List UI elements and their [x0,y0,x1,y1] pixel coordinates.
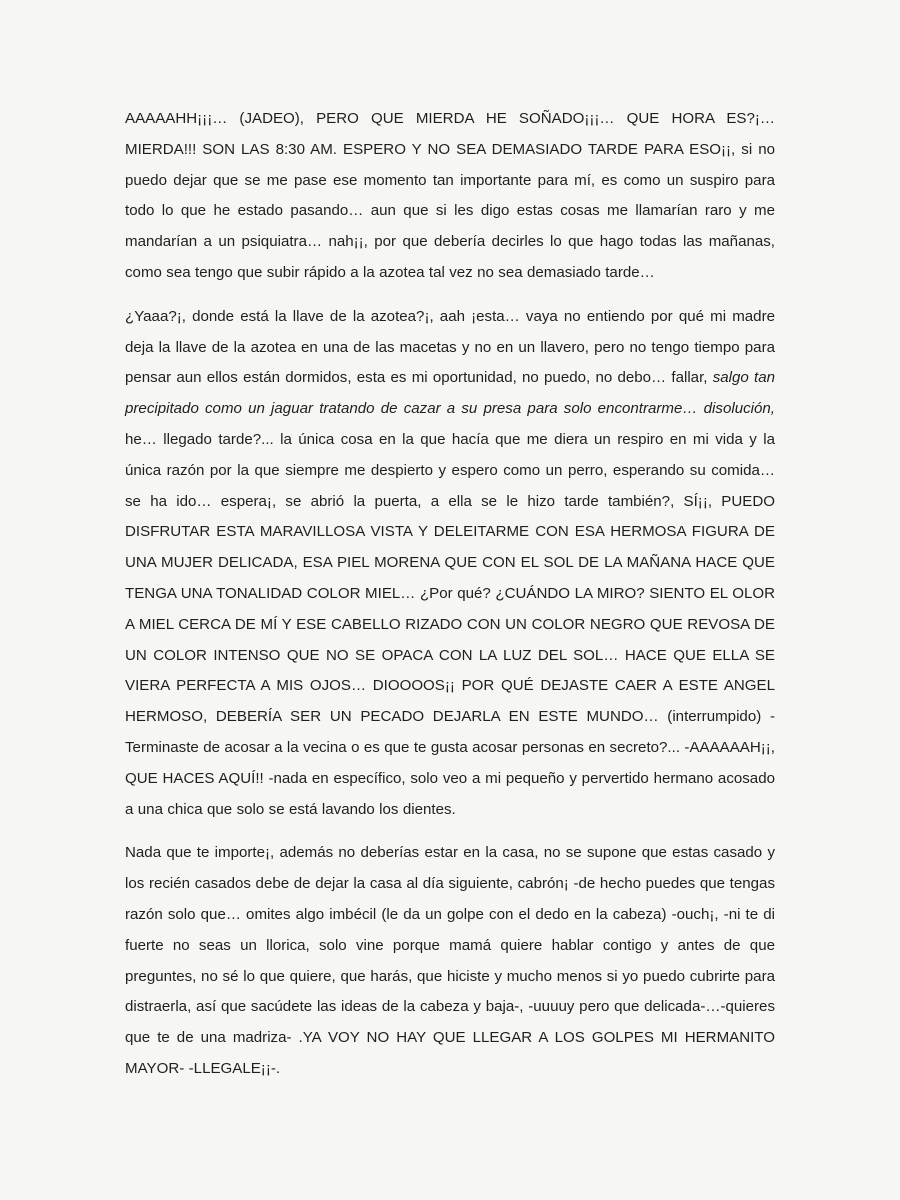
paragraph-1: AAAAAHH¡¡¡… (JADEO), PERO QUE MIERDA HE SOÑADO¡¡¡… QUE HORA ES?¡… MIERDA!!! SON LAS 8:30 AM. ESPERO Y NO SEA DEMASIADO TARDE PARA ESO¡¡, si no puedo dejar que se me pase ese momento tan importante para mí, es como un suspiro para todo lo que he estado pasando… aun que si les digo estas cosas me llamarían raro y me mandarían a un psiquiatra… nah¡¡, por que debería decirles lo que hago todas las mañanas, como sea tengo que subir rápido a la azotea tal vez no sea demasiado tarde… [125,110,775,281]
document-body [125,104,775,1085]
paragraph-2-text-part-1: ¿Yaaa?¡, donde está la llave de la azotea?¡, aah ¡esta… vaya no entiendo por qué mi madre deja la llave de la azotea en una de las macetas y no en un llavero, pero no tengo tiempo para pensar aun ellos están dormidos, esta es mi oportunidad, no puedo, no debo… fallar, [125,307,775,387]
paragraph-2 [125,302,775,826]
paragraph-2-text-part-2: he… llegado tarde?... la única cosa en la que hacía que me diera un respiro en mi vida y la única razón por la que siempre me despierto y espero como un perro, esperando su comida… se ha ido… espera¡, se abrió la puerta, a ella se le hizo tarde también?, SÍ¡¡, PUEDO DISFRUTAR ESTA MARAVILLOSA VISTA Y DELEITARME CON ESA HERMOSA FIGURA DE UNA MUJER DELICADA, ESA PIEL MORENA QUE CON EL SOL DE LA MAÑANA HACE QUE TENGA UNA TONALIDAD COLOR MIEL… ¿Por qué? ¿CUÁNDO LA MIRO? SIENTO EL OLOR A MIEL CERCA DE MÍ Y ESE CABELLO RIZADO CON UN COLOR NEGRO QUE REVOSA DE UN COLOR INTENSO QUE NO SE OPACA CON LA LUZ DEL SOL… HACE QUE ELLA SE VIERA PERFECTA A MIS OJOS… DIOOOOS¡¡ POR QUÉ DEJASTE CAER A ESTE ANGEL HERMOSO, DEBERÍA SER UN PECADO DEJARLA EN ESTE MUNDO… (interrumpido) -Terminaste de acosar a la vecina o es que te gusta acosar personas en secreto?... -AAAAAAH¡¡, QUE HACES AQUÍ!! -nada en específico, solo veo a mi pequeño y pervertido hermano acosado a una chica que solo se está lavando los dientes. [125,430,775,818]
paragraph-3: Nada que te importe¡, además no deberías estar en la casa, no se supone que estas casado y los recién casados debe de dejar la casa al día siguiente, cabrón¡ -de hecho puedes que tengas razón solo que… omites algo imbécil (le da un golpe con el dedo en la cabeza) -ouch¡, -ni te di fuerte no seas un llorica, solo vine porque mamá quiere hablar contigo y antes de que preguntes, no sé lo que quiere, que harás, que hiciste y mucho menos si yo puedo cubrirte para distraerla, así que sacúdete las ideas de la cabeza y baja-, -uuuuy pero que delicada-…-quieres que te de una madriza- .YA VOY NO HAY QUE LLEGAR A LOS GOLPES MI HERMANITO MAYOR- -LLEGALE¡¡-. [125,844,775,1077]
paragraph-2-italic-text: salgo tan precipitado como un jaguar tratando de cazar a su presa para solo encontrarme… disolución, [125,369,776,418]
